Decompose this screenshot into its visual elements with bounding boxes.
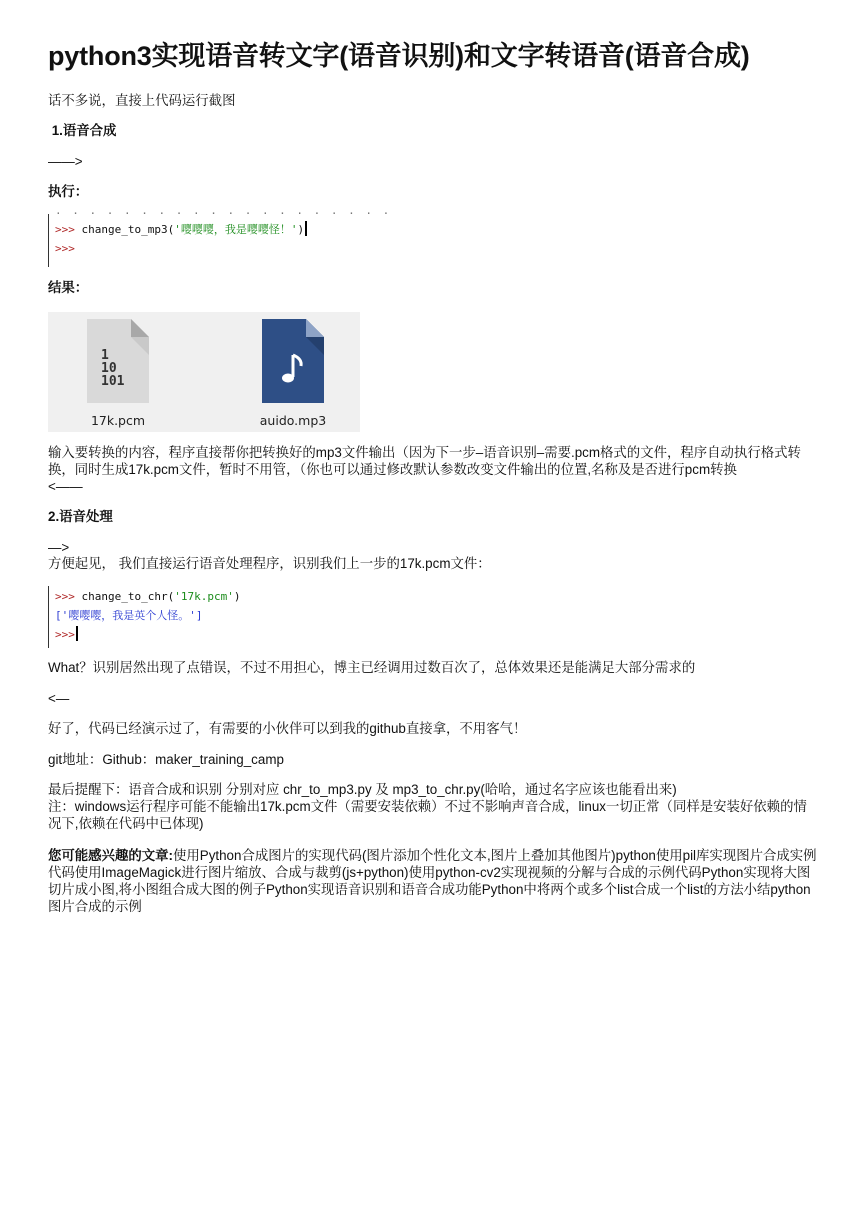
code-string-arg: '嘤嘤嘤，我是嘤嘤怪！' bbox=[174, 223, 298, 236]
code-fn-call: change_to_mp3( bbox=[74, 223, 175, 236]
binary-file-icon bbox=[85, 319, 151, 405]
exec-label: 执行： bbox=[48, 184, 89, 199]
music-file-icon bbox=[260, 319, 326, 405]
code-fn-close: ) bbox=[297, 223, 305, 236]
svg-text:101: 101 bbox=[101, 374, 125, 389]
section2-back-arrow: <— bbox=[48, 691, 70, 706]
intro-text: 话不多说，直接上代码运行截图 bbox=[48, 93, 236, 108]
article bbox=[48, 38, 820, 914]
section1-back-arrow: <—— bbox=[48, 479, 83, 494]
file-item-pcm[interactable] bbox=[73, 319, 163, 428]
reminder-text: 最后提醒下：语音合成和识别 分别对应 chr_to_mp3.py 及 mp3_to_chr.py(哈哈，通过名字应该也能看出来) bbox=[48, 782, 677, 797]
related-label: 您可能感兴趣的文章: bbox=[48, 848, 173, 863]
closing-text: 好了，代码已经演示过了，有需要的小伙伴可以到我的github直接拿，不用客气！ bbox=[48, 721, 527, 736]
section2-heading: 2.语音处理 bbox=[48, 509, 113, 524]
code-output: ['嘤嘤嘤，我是英个人怪。'] bbox=[55, 609, 203, 622]
section2-intro: 方便起见， 我们直接运行语音处理程序，识别我们上一步的17k.pcm文件： bbox=[48, 556, 491, 571]
file-item-mp3[interactable] bbox=[248, 319, 338, 428]
file-explorer-view bbox=[48, 312, 360, 432]
synthesis-explanation: 输入要转换的内容，程序直接帮你把转换好的mp3文件输出（因为下一步–语音识别–需要.pcm格式的文件，程序自动执行格式转换，同时生成17k.pcm文件，暂时不用管，（你也可以通过修改默认参数改变文件输出的位置,名称及是否进行pcm转换 bbox=[48, 445, 801, 477]
note-text: 注：windows运行程序可能不能输出17k.pcm文件（需要安装依赖）不过不影响声音合成，linux一切正常（同样是安装好依赖的情况下,依赖在代码中已体现) bbox=[48, 799, 807, 831]
text-cursor bbox=[305, 221, 307, 236]
git-link[interactable]: git地址：Github：maker_training_camp bbox=[48, 752, 284, 767]
svg-text:10: 10 bbox=[101, 361, 117, 376]
section2-arrow: —> bbox=[48, 540, 70, 555]
code-prompt-2: >>> bbox=[55, 242, 75, 255]
code-block-synthesis bbox=[48, 207, 409, 267]
code-block-recognition bbox=[48, 586, 409, 648]
related-articles bbox=[48, 847, 818, 915]
file-name-pcm: 17k.pcm bbox=[90, 413, 146, 428]
code-fn-close-2: ) bbox=[233, 590, 241, 603]
code-prompt-4: >>> bbox=[55, 628, 75, 641]
code-line-prompt-2 bbox=[49, 625, 409, 644]
page-title: python3实现语音转文字(语音识别)和文字转语音(语音合成) bbox=[48, 41, 750, 71]
code-prompt: >>> bbox=[55, 223, 75, 236]
code-string-arg-2: '17k.pcm' bbox=[174, 590, 234, 603]
file-name-mp3: auido.mp3 bbox=[259, 413, 327, 428]
result-label: 结果： bbox=[48, 280, 89, 295]
code-fn-call-2: change_to_chr( bbox=[74, 590, 175, 603]
code-cut-line: · · · · · · · · · · · · · · · · · · · · bbox=[55, 207, 392, 220]
svg-text:1: 1 bbox=[101, 348, 109, 363]
recognition-comment: What？识别居然出现了点错误，不过不用担心，博主已经调用过数百次了，总体效果还是能满足大部分需求的 bbox=[48, 660, 696, 675]
text-cursor-2 bbox=[76, 626, 78, 641]
code-line-prompt bbox=[49, 239, 409, 258]
code-line-call-2 bbox=[49, 587, 409, 606]
section1-heading: 1.语音合成 bbox=[48, 123, 117, 138]
related-links[interactable]: 使用Python合成图片的实现代码(图片添加个性化文本,图片上叠加其他图片)python使用pil库实现图片合成实例代码使用ImageMagick进行图片缩放、合成与裁剪(js+python)使用python-cv2实现视频的分解与合成的示例代码Python实现将大图切片成小图,将小图组合成大图的例子Python实现语音识别和语音合成功能Python中将两个或多个list合成一个list的方法小结python图片合成的示例 bbox=[48, 848, 817, 914]
section1-arrow: ——> bbox=[48, 154, 83, 169]
code-prompt-3: >>> bbox=[55, 590, 75, 603]
